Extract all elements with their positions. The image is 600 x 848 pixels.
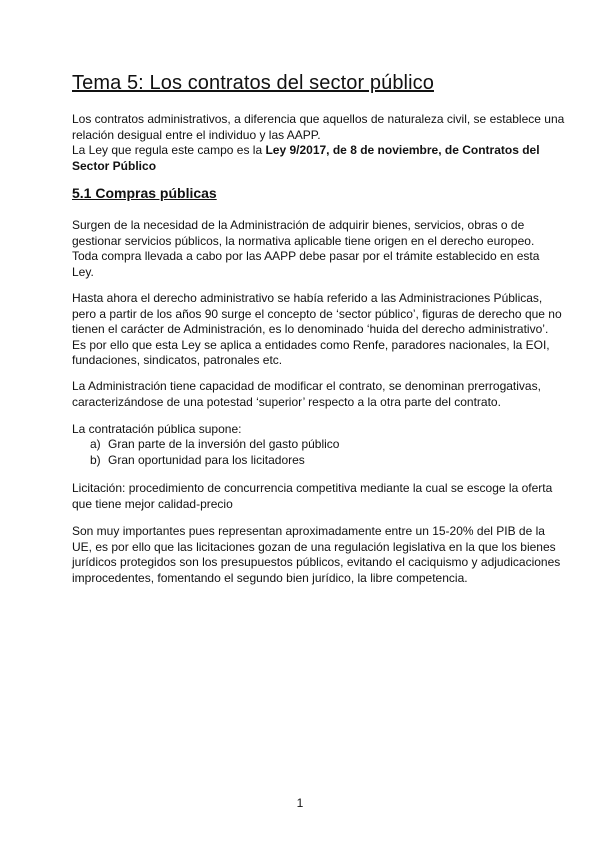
paragraph-line: fundaciones, sindicatos, patronales etc. bbox=[72, 353, 283, 367]
paragraph-line: Hasta ahora el derecho administrativo se había referido a las Administraciones Públicas, bbox=[72, 291, 543, 305]
paragraph-licitacion bbox=[72, 481, 553, 512]
paragraph-line: Surgen de la necesidad de la Administración de adquirir bienes, servicios, obras o de bbox=[72, 218, 525, 232]
paragraph-line: tienen el carácter de Administración, es lo denominado ‘huida del derecho administrativo’. bbox=[72, 322, 549, 336]
intro-text: La Ley que regula este campo es la bbox=[72, 143, 266, 157]
intro-line: Los contratos administrativos, a diferencia que aquellos de naturaleza civil, se establece una bbox=[72, 112, 565, 126]
list-item bbox=[90, 437, 339, 453]
paragraph-line: Toda compra llevada a cabo por las AAPP debe pasar por el trámite establecido en esta bbox=[72, 249, 540, 263]
list-item-text: Gran parte de la inversión del gasto público bbox=[108, 437, 340, 451]
paragraph-line: Es por ello que esta Ley se aplica a entidades como Renfe, paradores nacionales, la EOI, bbox=[72, 337, 550, 352]
paragraph-line: La contratación pública supone: bbox=[72, 422, 242, 436]
paragraph-line: caracterizándose de una potestad ‘superior’ respecto a la otra parte del contrato. bbox=[72, 394, 501, 409]
paragraph-line: UE, es por ello que las licitaciones gozan de una regulación legislativa en la que los bienes bbox=[72, 539, 556, 554]
list-item bbox=[90, 453, 339, 469]
document-title: Tema 5: Los contratos del sector público bbox=[72, 72, 434, 94]
paragraph-sector-publico bbox=[72, 291, 562, 369]
paragraph-line: gestionar servicios públicos, la normativa aplicable tiene origen en el derecho europeo. bbox=[72, 233, 535, 248]
paragraph-necesidad bbox=[72, 218, 540, 280]
law-name: Ley 9/2017, de 8 de noviembre, de Contratos del bbox=[265, 143, 540, 157]
paragraph-line: Ley. bbox=[72, 264, 94, 279]
paragraph-line: que tiene mejor calidad-precio bbox=[72, 496, 233, 511]
list-item-text: Gran oportunidad para los licitadores bbox=[108, 452, 305, 467]
paragraph-line: improcedentes, fomentando el segundo bien jurídico, la libre competencia. bbox=[72, 570, 468, 585]
paragraph-importancia bbox=[72, 524, 561, 586]
intro-paragraph bbox=[72, 112, 565, 174]
intro-line-law bbox=[72, 143, 540, 159]
paragraph-contratacion-intro bbox=[72, 422, 532, 438]
list-marker: b) bbox=[90, 452, 101, 467]
paragraph-prerrogativas bbox=[72, 379, 541, 410]
law-name-continued: Sector Público bbox=[72, 158, 157, 173]
paragraph-line: Licitación: procedimiento de concurrencia competitiva mediante la cual se escoge la oferta bbox=[72, 481, 553, 495]
section-heading: 5.1 Compras públicas bbox=[72, 185, 217, 201]
page-number: 1 bbox=[296, 796, 304, 810]
paragraph-line: Son muy importantes pues representan aproximadamente entre un 15-20% del PIB de la bbox=[72, 524, 545, 538]
contratacion-list bbox=[90, 437, 339, 468]
paragraph-line: La Administración tiene capacidad de modificar el contrato, se denominan prerrogativas, bbox=[72, 379, 541, 393]
paragraph-line: jurídicos protegidos son los presupuestos públicos, evitando el caciquismo y adjudicaciones bbox=[72, 555, 561, 569]
list-marker: a) bbox=[90, 437, 101, 451]
intro-line: relación desigual entre el individuo y las AAPP. bbox=[72, 127, 321, 142]
paragraph-line: pero a partir de los años 90 surge el concepto de ‘sector público’, figuras de derecho que no bbox=[72, 306, 562, 321]
